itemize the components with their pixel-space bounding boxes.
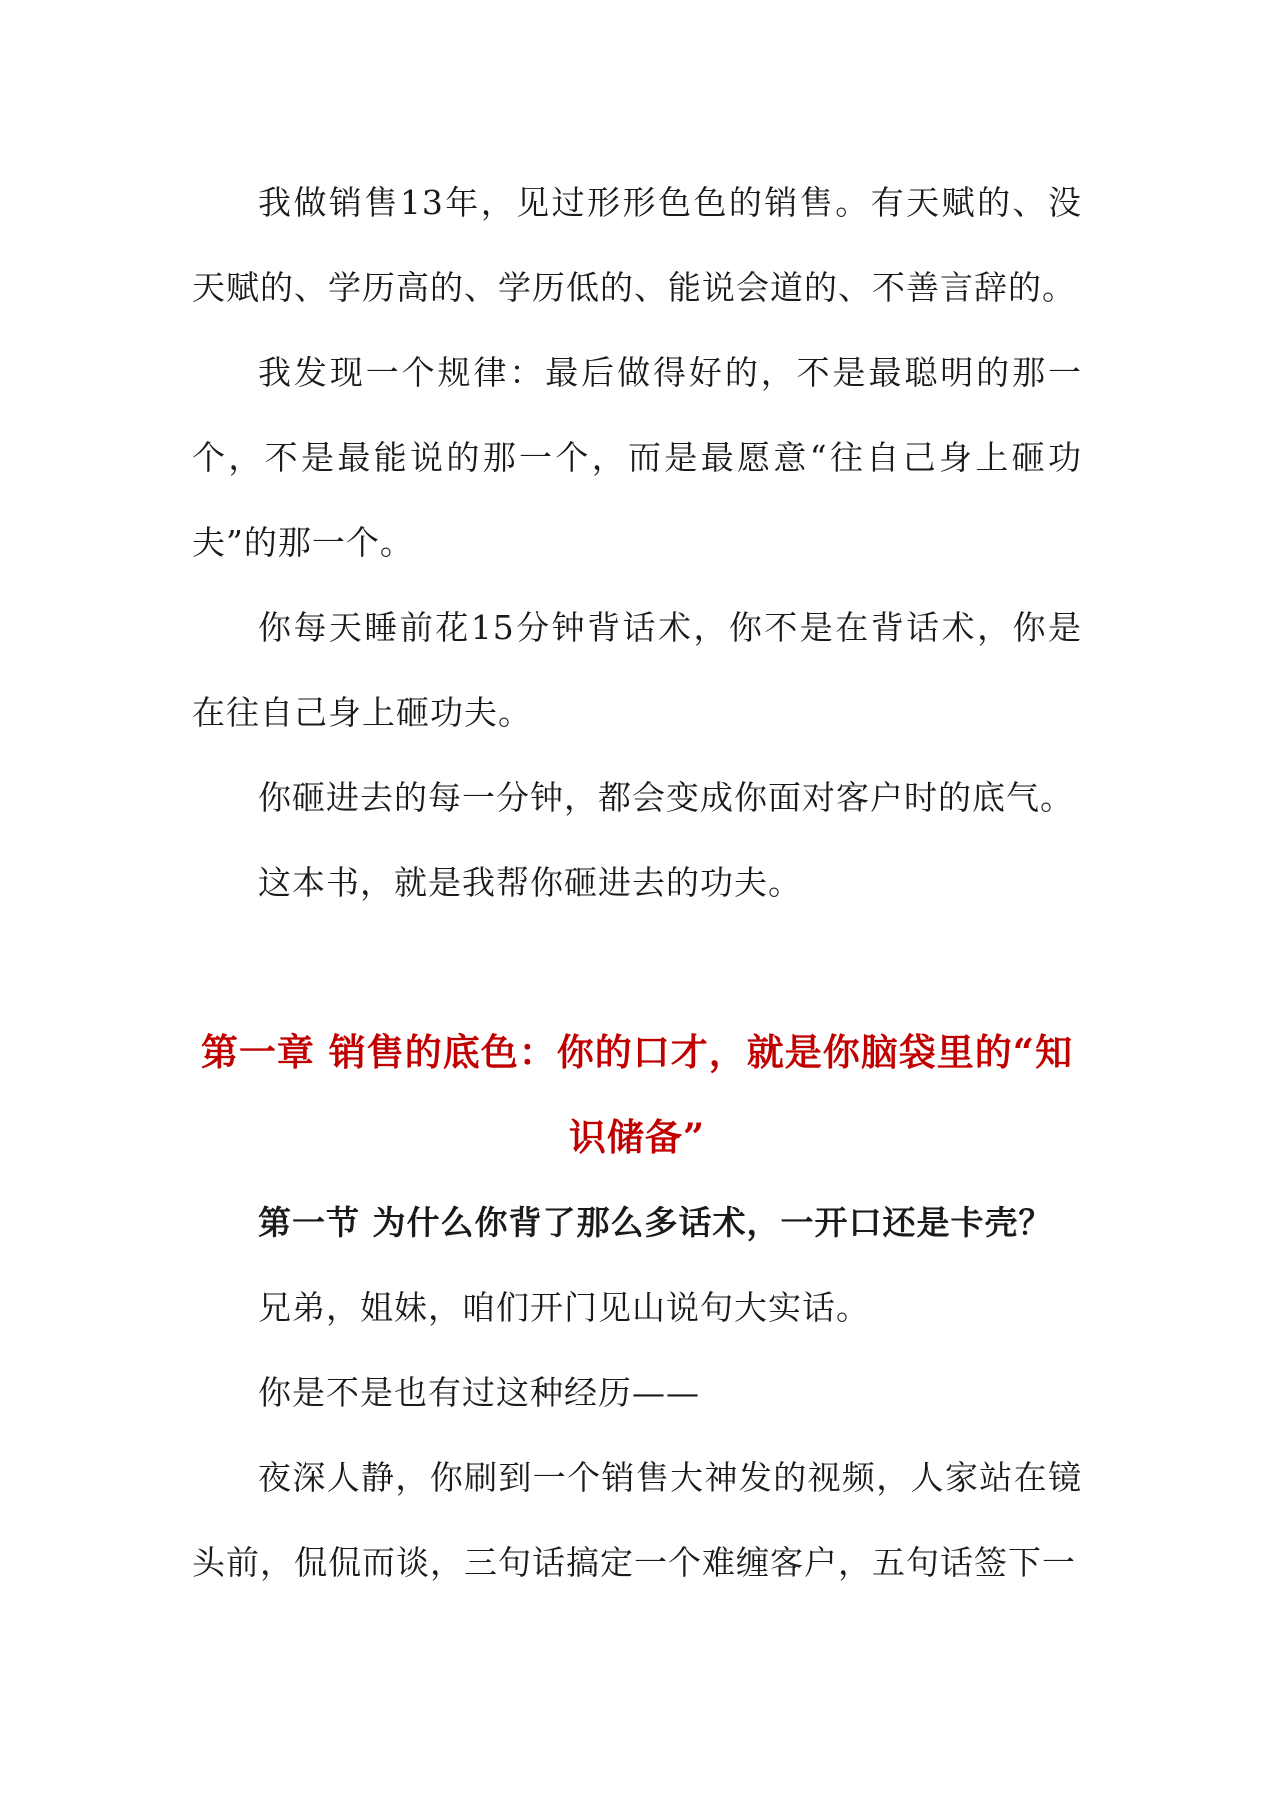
chapter-spacer — [192, 925, 1082, 1010]
intro-paragraph: 我做销售13年，见过形形色色的销售。有天赋的、没天赋的、学历高的、学历低的、能说会道的、不善言辞的。 — [192, 183, 1082, 307]
chapter-title: 第一章 销售的底色：你的口才，就是你脑袋里的“知识储备” — [200, 1030, 1074, 1159]
intro-paragraph: 你砸进去的每一分钟，都会变成你面对客户时的底气。 — [258, 778, 1074, 817]
intro-paragraph: 这本书，就是我帮你砸进去的功夫。 — [258, 863, 802, 902]
section-paragraph: 兄弟，姐妹，咱们开门见山说句大实话。 — [258, 1288, 870, 1327]
intro-paragraph: 你每天睡前花15分钟背话术，你不是在背话术，你是在往自己身上砸功夫。 — [192, 608, 1082, 732]
section-title: 第一节 为什么你背了那么多话术，一开口还是卡壳？ — [258, 1203, 1053, 1242]
section-paragraph: 你是不是也有过这种经历—— — [258, 1373, 700, 1412]
intro-paragraph: 我发现一个规律：最后做得好的，不是最聪明的那一个，不是最能说的那一个，而是最愿意“往自己身上砸功夫”的那一个。 — [192, 353, 1082, 562]
section-paragraph: 夜深人静，你刷到一个销售大神发的视频，人家站在镜头前，侃侃而谈，三句话搞定一个难缠客户，五句话签下一 — [192, 1458, 1082, 1582]
document-body — [192, 160, 1082, 1605]
